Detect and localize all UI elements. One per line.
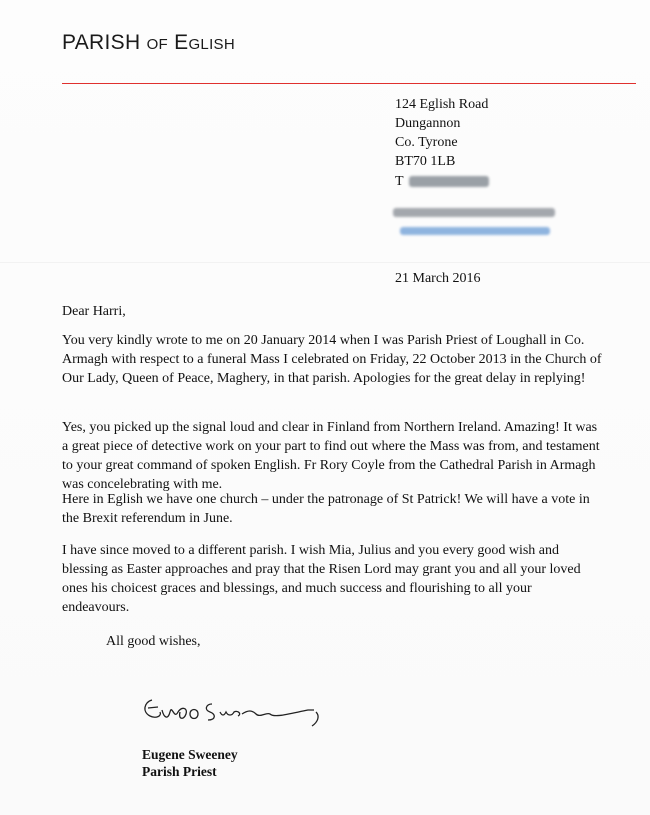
phone-label: T	[395, 174, 404, 189]
handwritten-signature	[138, 690, 358, 730]
address-line: 124 Eglish Road	[395, 97, 489, 112]
redacted-email	[393, 208, 555, 217]
redacted-web-link	[400, 227, 550, 235]
signer-name: Eugene Sweeney	[142, 747, 238, 762]
address-line: Co. Tyrone	[395, 135, 458, 150]
redacted-phone	[409, 176, 489, 187]
paper-fold	[0, 262, 650, 263]
paragraph: Here in Eglish we have one church – under the patronage of St Patrick! We will have a vote in the Brexit referendum in June.	[62, 492, 590, 526]
address-line: Dungannon	[395, 116, 461, 131]
sender-address	[395, 95, 488, 171]
letter-date: 21 March 2016	[395, 271, 481, 286]
address-line: BT70 1LB	[395, 154, 456, 169]
letterhead-place: Eglish	[174, 31, 235, 54]
letterhead-title	[62, 31, 235, 55]
paragraph: You very kindly wrote to me on 20 January 2014 when I was Parish Priest of Loughall in Co. Armagh with respect to a funeral Mass I celebrated on Friday, 22 October 2013 in the Church of Our Lady, Queen of Peace, Maghery, in that parish. Apologies for the great delay in replying!	[62, 333, 602, 386]
signer-title: Parish Priest	[142, 764, 217, 779]
paragraph: Yes, you picked up the signal loud and clear in Finland from Northern Ireland. Amazing! It was a great piece of detective work on your part to find out where the Mass was from, and testament to your great command of spoken English. Fr Rory Coyle from the Cathedral Parish in Armagh was concelebrating with me.	[62, 420, 600, 492]
letterhead-rule	[62, 83, 636, 84]
salutation: Dear Harri,	[62, 304, 126, 319]
paragraph: I have since moved to a different parish. I wish Mia, Julius and you every good wish and blessing as Easter approaches and pray that the Risen Lord may grant you and all your loved ones his choicest graces and blessings, and much success and flourishing to all your endeavours.	[62, 543, 581, 615]
signer-block	[142, 746, 238, 780]
letterhead-of: of	[146, 31, 169, 54]
letterhead-parish: PARISH	[62, 31, 141, 54]
closing: All good wishes,	[106, 634, 201, 649]
